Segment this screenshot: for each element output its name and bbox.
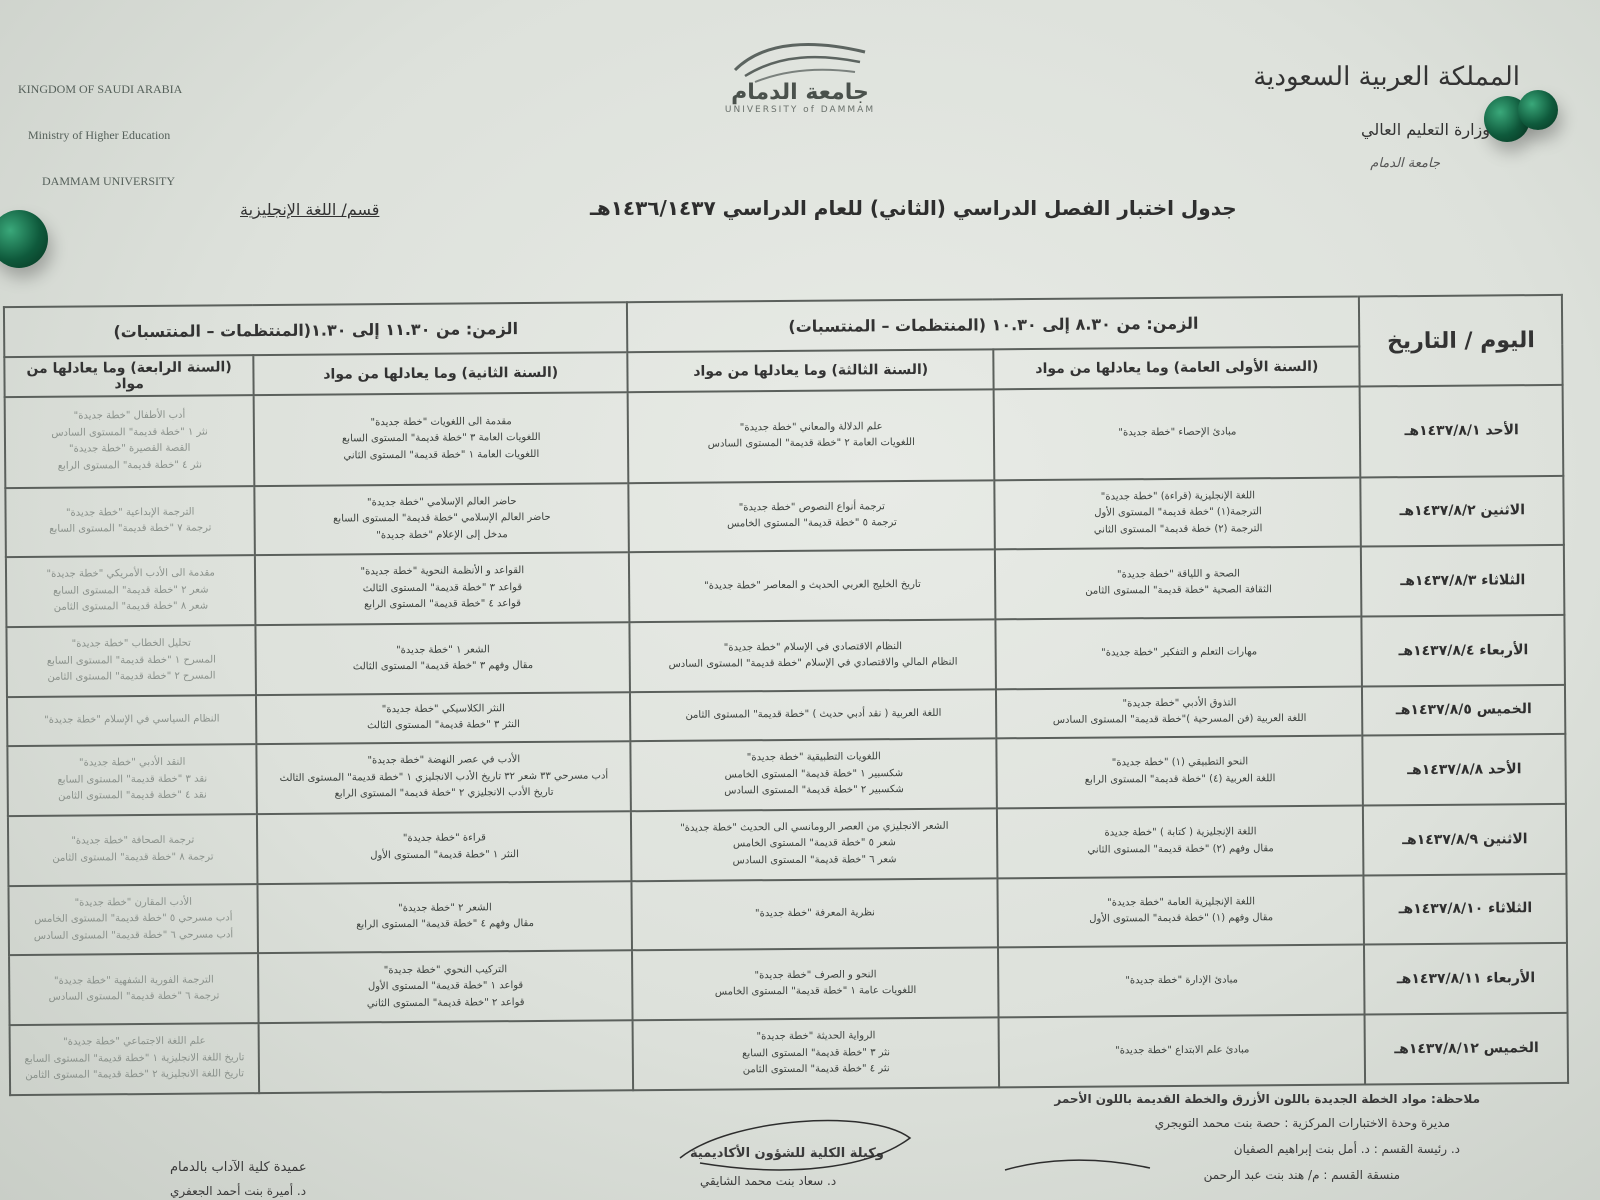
exam-cell-c2 <box>630 619 997 692</box>
exam-subject: الصحة و اللياقة "خطة جديدة" <box>1116 568 1240 581</box>
exam-cell-c3 <box>258 951 632 1024</box>
exam-subject: اللغويات العامة ٢ "خطة قديمة" المستوى السادس <box>707 437 915 450</box>
exam-subject: اللغة العربية (فن المسرحية )"خطة قديمة" المستوى السادس <box>1052 713 1307 727</box>
exam-subject: نظرية المعرفة "خطة جديدة" <box>754 907 875 920</box>
footer-dean: عميدة كلية الآداب بالدمام <box>170 1160 307 1175</box>
exam-cell-c4 <box>8 814 258 886</box>
exam-subject: النحو التطبيقي (١) "خطة جديدة" <box>1111 756 1249 769</box>
exam-subject: النثر الكلاسيكي "خطة جديدة" <box>381 703 505 716</box>
ministry-en: Ministry of Higher Education <box>28 128 171 142</box>
schedule-row <box>6 615 1565 697</box>
exam-subject: مبادئ علم الابتداع "خطة جديدة" <box>1115 1044 1250 1057</box>
exam-subject: شكسبير ٢ "خطة قديمة" المستوى السادس <box>724 784 904 797</box>
schedule-body <box>5 385 1568 1095</box>
exam-cell-c1 <box>996 617 1363 690</box>
logo-english: UNIVERSITY of DAMMAM <box>724 105 876 115</box>
exam-subject: قراءة "خطة جديدة" <box>402 832 486 845</box>
exam-subject: تحليل الخطاب "خطة جديدة" <box>71 637 191 650</box>
exam-subject: ترجمة ٥ "خطة قديمة" المستوى الخامس <box>727 517 897 530</box>
exam-subject: نثر ٤ "خطة قديمة" المستوى الثامن <box>742 1063 890 1076</box>
ministry-ar: وزارة التعليم العالي <box>1361 120 1490 139</box>
day-date-cell: الخميس ١٤٣٧/٨/١٢هـ <box>1365 1013 1568 1084</box>
schedule-row <box>9 943 1568 1025</box>
day-date-cell: الثلاثاء ١٤٣٧/٨/١٠هـ <box>1364 873 1567 944</box>
exam-subject: اللغة العربية (٤) "خطة قديمة" المستوى الرابع <box>1084 773 1276 786</box>
university-ar: جامعة الدمام <box>1370 156 1440 171</box>
exam-subject: مدخل إلى الإعلام "خطة جديدة" <box>376 528 508 541</box>
exam-subject: علم الدلالة والمعاني "خطة جديدة" <box>739 420 883 434</box>
morning-time-header: الزمن: من ٨.٣٠ إلى ١٠.٣٠ (المنتظمات – المنتسبات) <box>627 296 1360 352</box>
exam-subject: التذوق الأدبي "خطة جديدة" <box>1122 697 1237 710</box>
exam-cell-c2 <box>633 1018 1000 1091</box>
signature-dept-head <box>1000 1150 1160 1190</box>
exam-subject: القواعد و الأنظمة النحوية "خطة جديدة" <box>360 565 525 578</box>
exam-subject: أدب مسرحي ٦ "خطة قديمة" المستوى السادس <box>33 929 234 942</box>
exam-cell-c4 <box>5 395 255 488</box>
exam-cell-c1 <box>998 945 1365 1018</box>
exam-cell-c4 <box>8 884 258 956</box>
kingdom-en: KINGDOM OF SAUDI ARABIA <box>18 82 183 96</box>
col-header-year3: (السنة الثالثة) وما يعادلها من مواد <box>628 349 994 392</box>
exam-cell-c3 <box>254 392 629 485</box>
exam-subject: قواعد ٤ "خطة قديمة" المستوى الرابع <box>364 598 522 611</box>
exam-subject: شعر ٢ "خطة قديمة" المستوى السابع <box>53 584 209 597</box>
exam-subject: اللغويات عامة ١ "خطة قديمة" المستوى الخامس <box>714 985 917 998</box>
schedule-row <box>10 1013 1569 1095</box>
footer-dept-coord: منسقة القسم : م/ هند بنت عبد الرحمن <box>1203 1168 1400 1182</box>
exam-subject: اللغويات التطبيقية "خطة جديدة" <box>746 751 881 764</box>
university-logo <box>700 40 900 130</box>
exam-subject: شكسبير ١ "خطة قديمة" المستوى الخامس <box>724 767 904 781</box>
exam-subject: الأدب في عصر النهضة "خطة جديدة" <box>367 754 521 767</box>
exam-subject: تاريخ اللغة الانجليزية ١ "خطة قديمة" المستوى السابع <box>24 1052 245 1065</box>
exam-subject: النظام السياسي في الإسلام "خطة جديدة" <box>44 713 220 727</box>
green-pushpin <box>0 210 48 268</box>
exam-cell-c1 <box>996 686 1362 738</box>
exam-subject: نثر ١ "خطة قديمة" المستوى السادس <box>51 426 208 439</box>
exam-cell-c4 <box>6 556 256 628</box>
exam-subject: المسرح ٢ "خطة قديمة" المستوى الثامن <box>47 670 216 684</box>
exam-cell-c2 <box>632 948 999 1021</box>
exam-subject: اللغة الإنجليزية العامة "خطة جديدة" <box>1107 896 1255 909</box>
exam-subject: اللغويات العامة ١ "خطة قديمة" المستوى الثاني <box>343 448 540 461</box>
exam-subject: شعر ٨ "خطة قديمة" المستوى الثامن <box>53 601 209 614</box>
exam-subject: حاضر العالم الإسلامي "خطة قديمة" المستوى السابع <box>333 512 551 525</box>
exam-subject: الثقافة الصحية "خطة قديمة" المستوى الثامن <box>1085 584 1272 597</box>
exam-cell-c4 <box>7 744 257 816</box>
col-header-year2: (السنة الثانية) وما يعادلها من مواد <box>254 352 628 395</box>
schedule-row <box>5 385 1564 488</box>
exam-cell-c2 <box>628 389 995 482</box>
col-header-year4: (السنة الرابعة) وما يعادلها من مواد <box>4 355 254 397</box>
exam-subject: النثر ١ "خطة قديمة" المستوى الأول <box>370 848 519 861</box>
exam-subject: تاريخ اللغة الانجليزية ٢ "خطة قديمة" المستوى الثامن <box>25 1068 245 1082</box>
schedule-table <box>3 294 1569 1096</box>
exam-subject: اللغة الإنجليزية (قراءة) "خطة جديدة" <box>1100 489 1256 503</box>
exam-subject: تاريخ الأدب الانجليزي ٢ "خطة قديمة" المستوى الرابع <box>334 786 554 800</box>
exam-subject: ترجمة ٧ "خطة قديمة" المستوى السابع <box>49 522 212 536</box>
exam-subject: النقد الأدبي "خطة جديدة" <box>78 756 186 769</box>
exam-subject: أدب مسرحي ٥ "خطة قديمة" المستوى الخامس <box>34 912 233 926</box>
exam-subject: الرواية الحديثة "خطة جديدة" <box>756 1030 876 1043</box>
exam-cell-c3 <box>256 622 630 695</box>
exam-subject: الترجمة(١) "خطة قديمة" المستوى الأول <box>1094 506 1262 519</box>
exam-subject: النظام الاقتصادي في الإسلام "خطة جديدة" <box>723 640 903 654</box>
exam-cell-c2 <box>629 550 996 623</box>
day-date-header: اليوم / التاريخ <box>1359 295 1562 387</box>
schedule-row <box>7 734 1566 816</box>
exam-cell-c1 <box>997 735 1364 808</box>
exam-cell-c4 <box>6 625 256 697</box>
exam-cell-c1 <box>995 547 1362 620</box>
exam-cell-c3 <box>255 483 629 556</box>
exam-cell-c3 <box>257 741 631 814</box>
day-date-cell: الأحد ١٤٣٧/٨/١هـ <box>1360 385 1563 477</box>
exam-cell-c4 <box>10 1023 260 1095</box>
exam-cell-c1 <box>997 805 1364 878</box>
logo-arabic: جامعة الدمام <box>731 80 869 105</box>
university-en: DAMMAM UNIVERSITY <box>42 174 176 188</box>
green-pushpin <box>1518 90 1558 130</box>
exam-subject: مقدمة الى الأدب الأمريكي "خطة جديدة" <box>46 567 215 581</box>
exam-subject: ترجمة ٨ "خطة قديمة" المستوى الثامن <box>52 851 214 864</box>
exam-cell-c1 <box>999 1015 1366 1088</box>
exam-subject: مبادئ الإدارة "خطة جديدة" <box>1125 974 1239 987</box>
day-date-cell: الثلاثاء ١٤٣٧/٨/٣هـ <box>1361 545 1564 616</box>
day-date-cell: الاثنين ١٤٣٧/٨/٢هـ <box>1361 475 1564 546</box>
exam-cell-c3 <box>256 692 630 744</box>
exam-subject: الشعر ٢ "خطة جديدة" <box>398 902 492 915</box>
exam-subject: مقال وفهم ٤ "خطة قديمة" المستوى الرابع <box>356 918 534 931</box>
exam-subject: الأدب المقارن "خطة جديدة" <box>74 896 193 909</box>
department-label: قسم/ اللغة الإنجليزية <box>240 200 380 219</box>
exam-cell-c3 <box>258 881 632 954</box>
day-date-cell: الاثنين ١٤٣٧/٨/٩هـ <box>1363 804 1566 875</box>
signature-vice-dean <box>670 1108 930 1188</box>
exam-cell-c2 <box>629 480 996 553</box>
exam-cell-c2 <box>631 808 998 881</box>
exam-subject: مقدمة الى اللغويات "خطة جديدة" <box>370 415 512 428</box>
exam-subject: نثر ٣ "خطة قديمة" المستوى السابع <box>742 1047 891 1060</box>
exam-subject: النثر ٣ "خطة قديمة" المستوى الثالث <box>367 719 520 732</box>
exam-subject: أدب الأطفال "خطة جديدة" <box>73 409 186 422</box>
exam-subject: ترجمة أنواع النصوص "خطة جديدة" <box>738 501 885 514</box>
schedule-table-wrap <box>3 294 1569 1096</box>
exam-subject: اللغة العربية ( نقد أدبي حديث ) "خطة قديمة" المستوى الثامن <box>685 707 942 721</box>
exam-subject: المسرح ١ "خطة قديمة" المستوى السابع <box>46 654 216 667</box>
exam-cell-c4 <box>7 695 257 746</box>
day-date-cell: الأربعاء ١٤٣٧/٨/٤هـ <box>1362 615 1565 686</box>
day-date-cell: الأربعاء ١٤٣٧/٨/١١هـ <box>1364 943 1567 1014</box>
exam-subject: اللغويات العامة ٣ "خطة قديمة" المستوى السابع <box>341 431 541 445</box>
exam-cell-c1 <box>995 477 1362 550</box>
exam-subject: نقد ٣ "خطة قديمة" المستوى السابع <box>57 773 208 786</box>
exam-subject: مبادئ الإحصاء "خطة جديدة" <box>1118 426 1237 439</box>
exam-subject: قواعد ٢ "خطة قديمة" المستوى الثاني <box>366 996 525 1009</box>
exam-cell-c2 <box>630 689 996 741</box>
exam-subject: نقد ٤ "خطة قديمة" المستوى الثامن <box>58 789 207 802</box>
exam-subject: ترجمة ٦ "خطة قديمة" المستوى السادس <box>48 990 220 1004</box>
exam-cell-c3 <box>255 553 629 626</box>
exam-subject: نثر ٤ "خطة قديمة" المستوى الرابع <box>57 459 202 472</box>
exam-cell-c1 <box>998 875 1365 948</box>
exam-cell-c4 <box>9 954 259 1026</box>
exam-cell-c1 <box>994 386 1361 479</box>
footer-note: ملاحظة: مواد الخطة الجديدة باللون الأزرق والخطة القديمة باللون الأحمر <box>1054 1092 1480 1106</box>
schedule-row <box>5 475 1564 557</box>
exam-cell-c3 <box>257 811 631 884</box>
kingdom-ar: المملكة العربية السعودية <box>1253 62 1520 92</box>
footer-vice-dean-name: د. سعاد بنت محمد الشايقي <box>700 1174 837 1188</box>
exam-subject: شعر ٦ "خطة قديمة" المستوى السادس <box>732 854 897 867</box>
schedule-row <box>8 804 1567 886</box>
exam-subject: النظام المالي والاقتصادي في الإسلام "خطة قديمة" المستوى السادس <box>668 656 958 670</box>
exam-subject: مقال وفهم (٢) "خطة قديمة" المستوى الثاني <box>1087 842 1274 856</box>
exam-subject: الشعر الانجليزي من العصر الرومانسي الى الحديث "خطة جديدة" <box>680 820 949 834</box>
exam-subject: قواعد ٣ "خطة قديمة" المستوى الثالث <box>362 582 523 595</box>
noon-time-header: الزمن: من ١١.٣٠ إلى ١.٣٠(المنتظمات – المنتسبات) <box>4 302 628 357</box>
exam-subject: الترجمة الفورية الشفهية "خطة جديدة" <box>53 974 214 987</box>
exam-cell-c3 <box>259 1020 633 1093</box>
exam-subject: الترجمة الإبداعية "خطة جديدة" <box>65 506 195 519</box>
footer-dept-head: د. رئيسة القسم : د. أمل بنت إبراهيم الصفيان <box>1233 1142 1460 1156</box>
exam-cell-c2 <box>631 738 998 811</box>
exam-subject: مهارات التعلم و التفكير "خطة جديدة" <box>1101 646 1258 659</box>
exam-subject: أدب مسرحي ٣٣ شعر ٣٢ تاريخ الأدب الانجليزي ١ "خطة قديمة" المستوى الثالث <box>279 770 609 784</box>
exam-subject: ترجمة الصحافة "خطة جديدة" <box>71 834 195 847</box>
exam-subject: قواعد ١ "خطة قديمة" المستوى الأول <box>367 980 524 993</box>
exam-subject: اللغة الإنجليزية ( كتابة ) "خطة جديدة <box>1104 826 1257 839</box>
footer-unit-manager: مديرة وحدة الاختبارات المركزية : حصة بنت محمد التويجري <box>1154 1116 1450 1130</box>
footer-dean-name: د. أميرة بنت أحمد الجعفري <box>170 1184 307 1198</box>
exam-subject: مقال وفهم (١) "خطة قديمة" المستوى الأول <box>1089 912 1274 926</box>
exam-subject: تاريخ الخليج العربي الحديث و المعاصر "خطة جديدة" <box>704 578 921 592</box>
schedule-title: جدول اختبار الفصل الدراسي (الثاني) للعام الدراسي ١٤٣٦/١٤٣٧هـ <box>590 196 1237 220</box>
exam-subject: الترجمة (٢) خطة قديمة" المستوى الثاني <box>1093 522 1263 536</box>
day-date-cell: الأحد ١٤٣٧/٨/٨هـ <box>1363 734 1566 805</box>
exam-subject: شعر ٥ "خطة قديمة" المستوى الخامس <box>732 837 896 850</box>
col-header-year1: (السنة الأولى العامة) وما يعادلها من مواد <box>994 346 1360 389</box>
exam-subject: الشعر ١ "خطة جديدة" <box>396 643 490 656</box>
exam-subject: علم اللغة الاجتماعي "خطة جديدة" <box>63 1035 206 1049</box>
footer-vice-dean: وكيلة الكلية للشؤون الأكاديمية <box>690 1146 884 1161</box>
schedule-row <box>8 873 1567 955</box>
day-date-cell: الخميس ١٤٣٧/٨/٥هـ <box>1362 685 1565 736</box>
exam-subject: النحو و الصرف "خطة جديدة" <box>754 969 877 982</box>
exam-cell-c4 <box>5 486 255 558</box>
schedule-row <box>6 545 1565 627</box>
exam-subject: القصة القصيرة "خطة جديدة" <box>68 442 191 455</box>
exam-subject: حاضر العالم الإسلامي "خطة جديدة" <box>366 495 517 508</box>
exam-cell-c2 <box>632 878 999 951</box>
exam-subject: التركيب النحوي "خطة جديدة" <box>383 963 508 976</box>
exam-subject: مقال وفهم ٣ "خطة قديمة" المستوى الثالث <box>352 660 534 673</box>
